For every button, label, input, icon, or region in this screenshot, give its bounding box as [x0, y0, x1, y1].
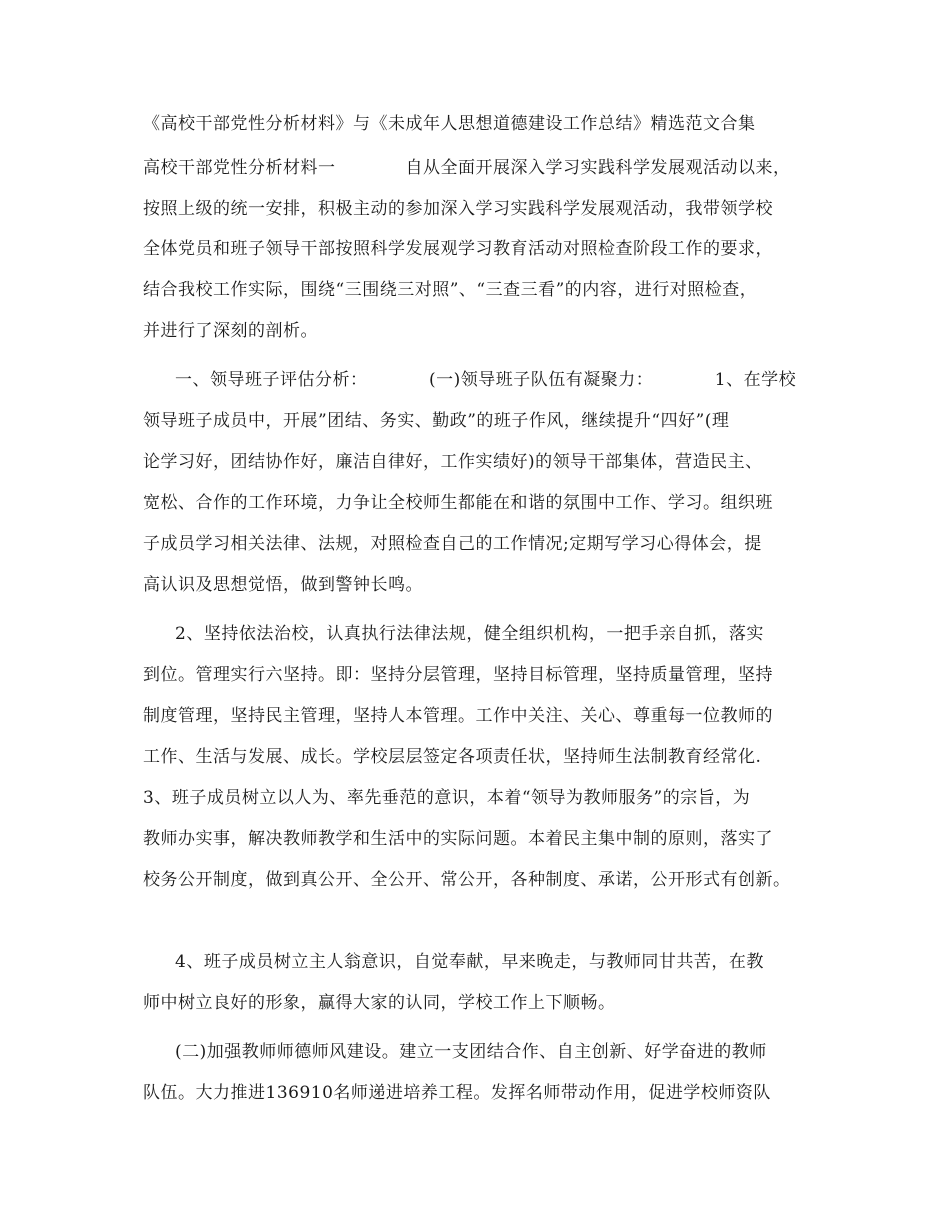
text-line: 领导班子成员中，开展”团结、务实、勤政”的班子作风，继续提升“四好”(理 — [143, 411, 730, 431]
text-line: 结合我校工作实际，围绕“三围绕三对照”、“三查三看”的内容，进行对照检查， — [143, 280, 758, 300]
text-line: 工作、生活与发展、成长。学校层层签定各项责任状，坚持师生法制教育经常化. — [143, 747, 762, 767]
text-line: 高认识及思想觉悟，做到警钟长鸣。 — [143, 575, 423, 595]
text-line: 按照上级的统一安排，积极主动的参加深入学习实践科学发展观活动，我带领学校 — [143, 199, 773, 219]
text-line: 全体党员和班子领导干部按照科学发展观学习教育活动对照检查阶段工作的要求， — [143, 239, 773, 259]
text-line: 3、班子成员树立以人为、率先垂范的意识，本着“领导为教师服务”的宗旨，为 — [143, 788, 751, 808]
text-line: 师中树立良好的形象，赢得大家的认同，学校工作上下顺畅。 — [143, 993, 616, 1013]
text-line: 队伍。大力推进136910名师递进培养工程。发挥名师带动作用，促进学校师资队 — [143, 1083, 771, 1103]
text-line: 教师办实事，解决教师教学和生活中的实际问题。本着民主集中制的原则，落实了 — [143, 829, 773, 849]
text-line: 制度管理，坚持民主管理，坚持人本管理。工作中关注、关心、尊重每一位教师的 — [143, 706, 773, 726]
text-line: 并进行了深刻的剖析。 — [143, 321, 318, 341]
document-title: 《高校干部党性分析材料》与《未成年人思想道德建设工作总结》精选范文合集 — [143, 114, 756, 134]
text-line: 校务公开制度，做到真公开、全公开、常公开，各种制度、承诺，公开形式有创新。 — [143, 870, 791, 890]
text-line: 高校干部党性分析材料一 自从全面开展深入学习实践科学发展观活动以来， — [143, 158, 791, 178]
text-line: 子成员学习相关法律、法规，对照检查自己的工作情况;定期写学习心得体会，提 — [143, 534, 762, 554]
text-line: 宽松、合作的工作环境，力争让全校师生都能在和谐的氛围中工作、学习。组织班 — [143, 493, 773, 513]
text-line: 论学习好，团结协作好，廉洁自律好，工作实绩好)的领导干部集体，营造民主、 — [143, 452, 763, 472]
text-line: 2、坚持依法治校，认真执行法律法规，健全组织机构，一把手亲自抓，落实 — [175, 624, 764, 644]
text-line: 一、领导班子评估分析： (一)领导班子队伍有凝聚力： 1、在学校 — [175, 370, 797, 390]
text-line: (二)加强教师师德师风建设。建立一支团结合作、自主创新、好学奋进的教师 — [175, 1042, 767, 1062]
text-line: 4、班子成员树立主人翁意识，自觉奉献，早来晚走，与教师同甘共苦，在教 — [175, 952, 764, 972]
text-line: 到位。管理实行六坚持。即：坚持分层管理，坚持目标管理，坚持质量管理，坚持 — [143, 665, 773, 685]
